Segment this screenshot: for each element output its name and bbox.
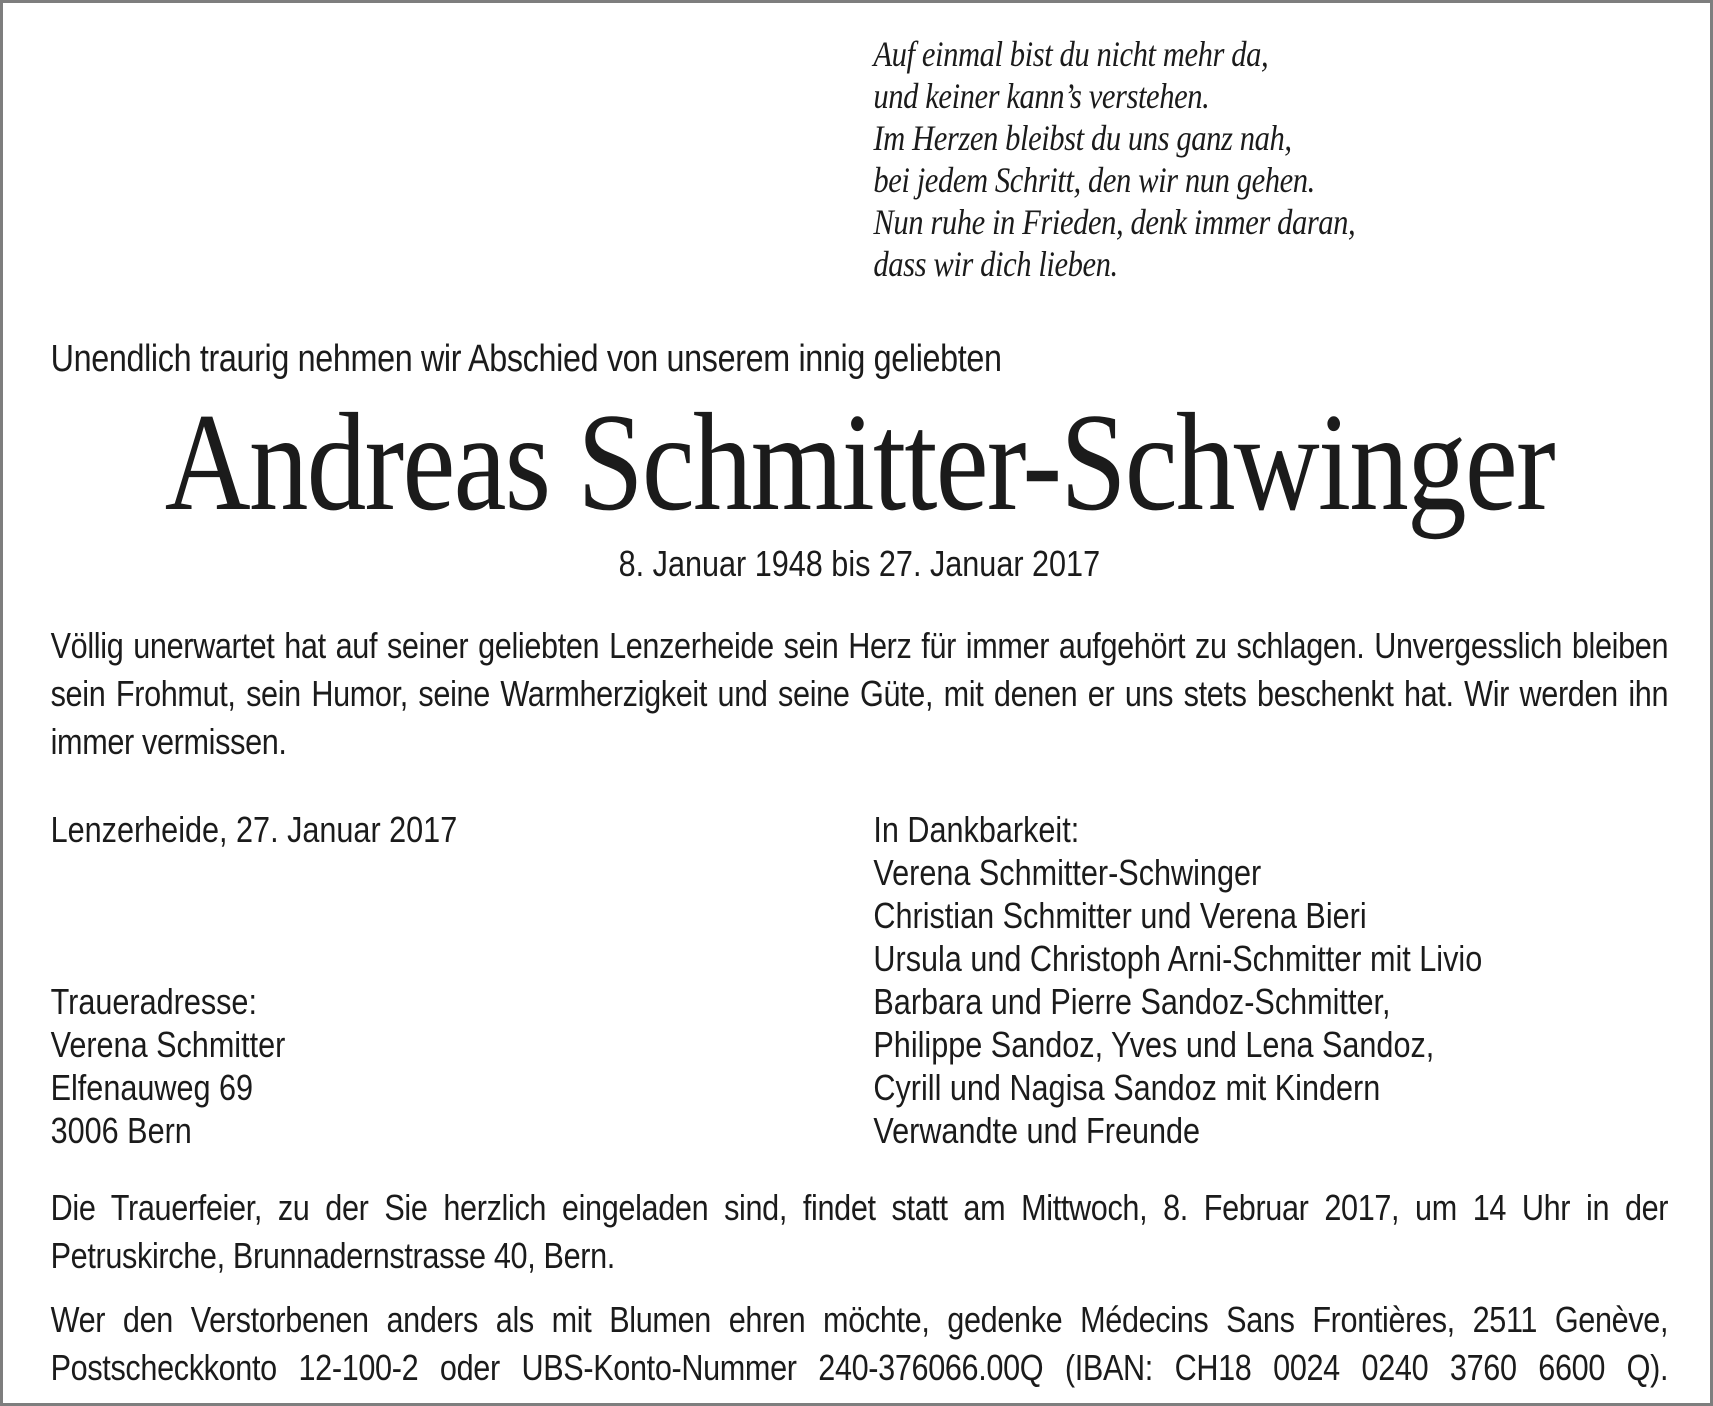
- mourning-address-street: Elfenauweg 69: [50, 1067, 254, 1108]
- poem-line-4: bei jedem Schritt, den wir nun gehen.: [873, 160, 1315, 200]
- mourning-address-name: Verena Schmitter: [50, 1024, 286, 1065]
- gratitude-name-7: Verwandte und Freunde: [873, 1110, 1201, 1151]
- gratitude-label: In Dankbarkeit:: [873, 809, 1080, 850]
- farewell-intro: Unendlich traurig nehmen wir Abschied von unserem innig geliebten: [50, 338, 1002, 380]
- donation-info: Wer den Verstorbenen anders als mit Blumen ehren möchte, gedenke Médecins Sans Frontières, 2511 Genève, Postscheckkonto 12-100-2 oder UBS-Konto-Nummer 240-376066.00Q (IBAN: CH18 0024 0240 3760 6600 Q).: [50, 1299, 1669, 1388]
- notice-content: [3, 3, 1713, 1392]
- gratitude-list: [873, 808, 1668, 1152]
- place-date: Lenzerheide, 27. Januar 2017: [50, 809, 458, 850]
- memorial-poem: [873, 33, 1668, 285]
- column-spacer: [51, 851, 874, 980]
- obituary-paragraph: Völlig unerwartet hat auf seiner geliebten Lenzerheide sein Herz für immer aufgehört zu schlagen. Unvergesslich bleiben sein Frohmut, sein Humor, seine Warmherzigkeit und seine Güte, mit denen er uns stets beschenkt hat. Wir werden ihn immer vermissen.: [50, 625, 1669, 762]
- gratitude-name-3: Ursula und Christoph Arni-Schmitter mit Livio: [873, 938, 1483, 979]
- life-dates: 8. Januar 1948 bis 27. Januar 2017: [618, 543, 1101, 584]
- poem-line-3: Im Herzen bleibst du uns ganz nah,: [873, 118, 1292, 158]
- funeral-info: Die Trauerfeier, zu der Sie herzlich eingeladen sind, findet statt am Mittwoch, 8. Februar 2017, um 14 Uhr in der Petruskirche, Brunnadernstrasse 40, Bern.: [50, 1187, 1669, 1276]
- deceased-name: Andreas Schmitter-Schwinger: [164, 385, 1554, 540]
- gratitude-name-5: Philippe Sandoz, Yves und Lena Sandoz,: [873, 1024, 1435, 1065]
- mourning-address-city: 3006 Bern: [50, 1110, 192, 1151]
- signature-section: [51, 808, 1669, 1152]
- poem-line-2: und keiner kann’s verstehen.: [873, 76, 1210, 116]
- gratitude-name-6: Cyrill und Nagisa Sandoz mit Kindern: [873, 1067, 1381, 1108]
- mourning-address-label: Traueradresse:: [50, 981, 257, 1022]
- poem-line-1: Auf einmal bist du nicht mehr da,: [873, 34, 1269, 74]
- poem-line-5: Nun ruhe in Frieden, denk immer daran,: [873, 202, 1356, 242]
- gratitude-name-2: Christian Schmitter und Verena Bieri: [873, 895, 1367, 936]
- left-column: [51, 808, 874, 1152]
- gratitude-name-4: Barbara und Pierre Sandoz-Schmitter,: [873, 981, 1391, 1022]
- gratitude-name-1: Verena Schmitter-Schwinger: [873, 852, 1262, 893]
- poem-line-6: dass wir dich lieben.: [873, 244, 1118, 284]
